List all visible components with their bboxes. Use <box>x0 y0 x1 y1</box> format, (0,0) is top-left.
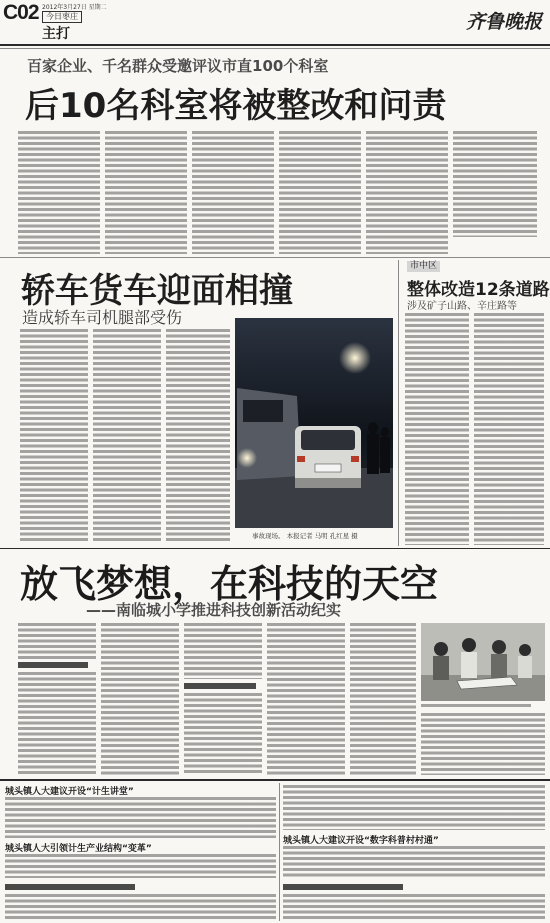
brief-headline: 城头镇人大建议开设“数字科普村村通” <box>283 836 439 846</box>
brief-body <box>5 797 276 838</box>
child-body <box>491 654 507 679</box>
review-story-headline: 后10名科室将被整改和问责 <box>25 86 447 126</box>
review-body-column <box>366 131 448 254</box>
child-head <box>519 644 531 656</box>
brief-headline <box>5 884 135 890</box>
crash-body-column <box>166 329 230 541</box>
science-body-column <box>267 623 345 775</box>
brief-body <box>283 785 545 830</box>
science-section-subhead <box>184 683 256 689</box>
child-body <box>518 656 532 678</box>
child-head <box>434 642 448 656</box>
brief-body <box>283 846 545 878</box>
car-bumper <box>295 478 361 488</box>
crash-story-subheadline: 造成轿车司机腿部受伤 <box>22 308 183 327</box>
person-silhouette <box>368 422 378 434</box>
review-body-column <box>18 131 100 254</box>
child-body <box>433 656 449 680</box>
child-body <box>461 652 477 678</box>
science-photo-caption <box>421 704 531 709</box>
roads-body-column <box>474 313 544 545</box>
car-tail-light <box>351 456 359 462</box>
district-tag: 市中区 <box>407 261 440 272</box>
science-body-column <box>350 623 416 775</box>
science-body-column <box>18 623 96 659</box>
header-rule <box>0 44 550 46</box>
review-story-kicker: 百家企业、千名群众受邀评议市直100个科室 <box>27 57 329 75</box>
review-body-column <box>192 131 274 254</box>
review-body-column <box>105 131 187 254</box>
review-body-column <box>453 131 537 237</box>
science-body-column <box>184 693 262 775</box>
science-section-subhead <box>18 662 88 668</box>
roads-story-subheadline: 涉及矿子山路、辛庄路等 <box>407 301 517 312</box>
car-tail-light <box>297 456 305 462</box>
section-tag: 今日枣庄 <box>42 11 82 23</box>
crash-body-column <box>93 329 161 541</box>
crash-photo-caption: 事故现场。 本报记者 马明 孔红星 摄 <box>252 532 358 540</box>
science-activity-photo <box>421 623 545 701</box>
truck-window <box>243 400 283 422</box>
crash-scene-photo <box>235 318 393 528</box>
science-body-column <box>184 623 262 679</box>
truck-light <box>237 448 257 468</box>
science-story-subheadline: ——南临城小学推进科技创新活动纪实 <box>86 601 342 619</box>
section-divider <box>0 548 550 549</box>
crash-body-column <box>20 329 88 541</box>
brief-headline <box>283 884 403 890</box>
review-body-column <box>279 131 361 254</box>
science-body-column <box>421 713 545 775</box>
section-name: 主打 <box>42 26 70 42</box>
child-head <box>462 638 476 652</box>
column-divider <box>279 783 280 921</box>
science-body-column <box>18 672 96 775</box>
issue-date: 2012年3月27日 星期二 <box>42 4 107 11</box>
header-rule-thin <box>0 48 550 49</box>
section-divider <box>0 257 550 258</box>
car-license-plate <box>315 464 341 472</box>
person-silhouette <box>367 434 379 474</box>
science-body-column <box>101 623 179 775</box>
page-number: C02 <box>3 1 39 24</box>
crash-story-headline: 轿车货车迎面相撞 <box>21 271 293 311</box>
child-head <box>492 640 506 654</box>
brief-body <box>283 894 545 920</box>
roads-story-headline: 整体改造12条道路 <box>407 280 550 300</box>
person-silhouette <box>381 427 389 437</box>
science-story-headline: 放飞梦想，在科技的天空 <box>20 562 439 606</box>
section-divider <box>0 779 550 781</box>
newspaper-logo: 齐鲁晚报 <box>466 11 543 33</box>
brief-body <box>5 854 276 878</box>
brief-headline: 城头镇人大建议开设“计生讲堂” <box>5 787 134 797</box>
roads-body-column <box>405 313 469 545</box>
column-divider <box>398 260 399 546</box>
brief-headline: 城头镇人大引领计生产业结构“变革” <box>5 844 152 854</box>
brief-body <box>5 894 276 920</box>
person-silhouette <box>380 437 390 473</box>
car-rear-window <box>301 430 355 450</box>
street-light <box>339 342 371 374</box>
